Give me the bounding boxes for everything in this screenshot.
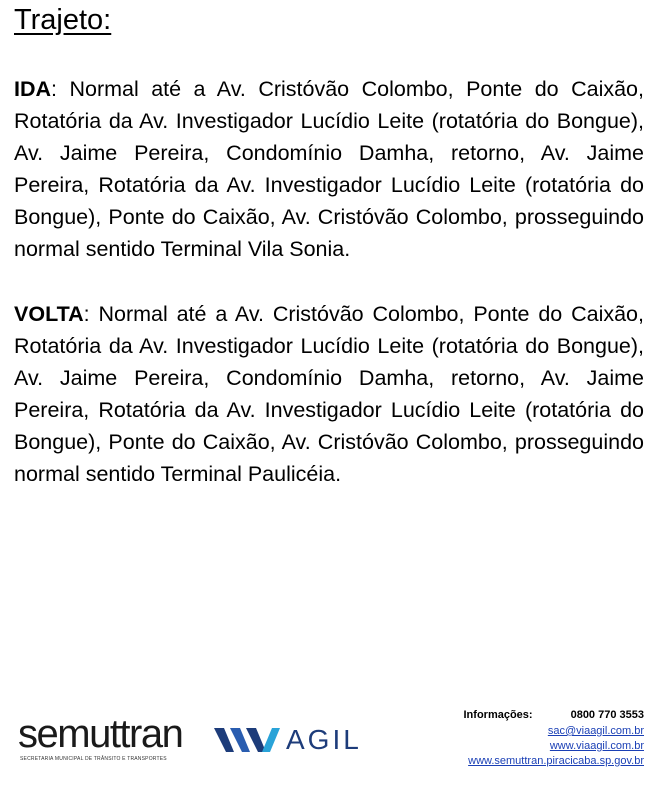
contact-label: Informações: [463, 709, 533, 721]
semuttran-site-link[interactable]: www.semuttran.piracicaba.sp.gov.br [468, 755, 644, 767]
semuttran-logo [18, 712, 183, 767]
viaagil-site-link[interactable]: www.viaagil.com.br [549, 740, 644, 752]
ida-label: IDA [14, 77, 52, 101]
volta-paragraph [14, 298, 644, 490]
ida-paragraph [14, 73, 644, 265]
viaagil-logo [214, 724, 374, 754]
contact-phone: 0800 770 3553 [570, 709, 644, 721]
volta-text: : Normal até a Av. Cristóvão Colombo, Ponte do Caixão, Rotatória da Av. Investigador Lucídio Leite (rotatória do Bongue), Av. Jaime Pereira, Condomínio Damha, retorno, Av. Jaime Pereira, Rotatória da Av. Investigador Lucídio Leite (rotatória do Bongue), Ponte do Caixão, Av. Cristóvão Colombo, prosseguindo normal sentido Terminal Paulicéia. [14, 302, 644, 486]
email-link[interactable]: sac@viaagil.com.br [547, 725, 644, 737]
semuttran-subtitle: SECRETARIA MUNICIPAL DE TRÂNSITO E TRANSPORTES [20, 756, 167, 762]
volta-label: VOLTA [14, 302, 84, 326]
page-title: Trajeto: [14, 4, 112, 36]
contact-block [414, 709, 644, 769]
viaagil-wordmark: AGIL [286, 724, 362, 755]
ida-text: : Normal até a Av. Cristóvão Colombo, Ponte do Caixão, Rotatória da Av. Investigador Lucídio Leite (rotatória do Bongue), Av. Jaime Pereira, Condomínio Damha, retorno, Av. Jaime Pereira, Rotatória da Av. Investigador Lucídio Leite (rotatória do Bongue), Ponte do Caixão, Av. Cristóvão Colombo, prosseguindo normal sentido Terminal Vila Sonia. [14, 77, 644, 261]
semuttran-wordmark: semuttran [18, 712, 183, 756]
viaagil-mark-icon [214, 726, 284, 756]
